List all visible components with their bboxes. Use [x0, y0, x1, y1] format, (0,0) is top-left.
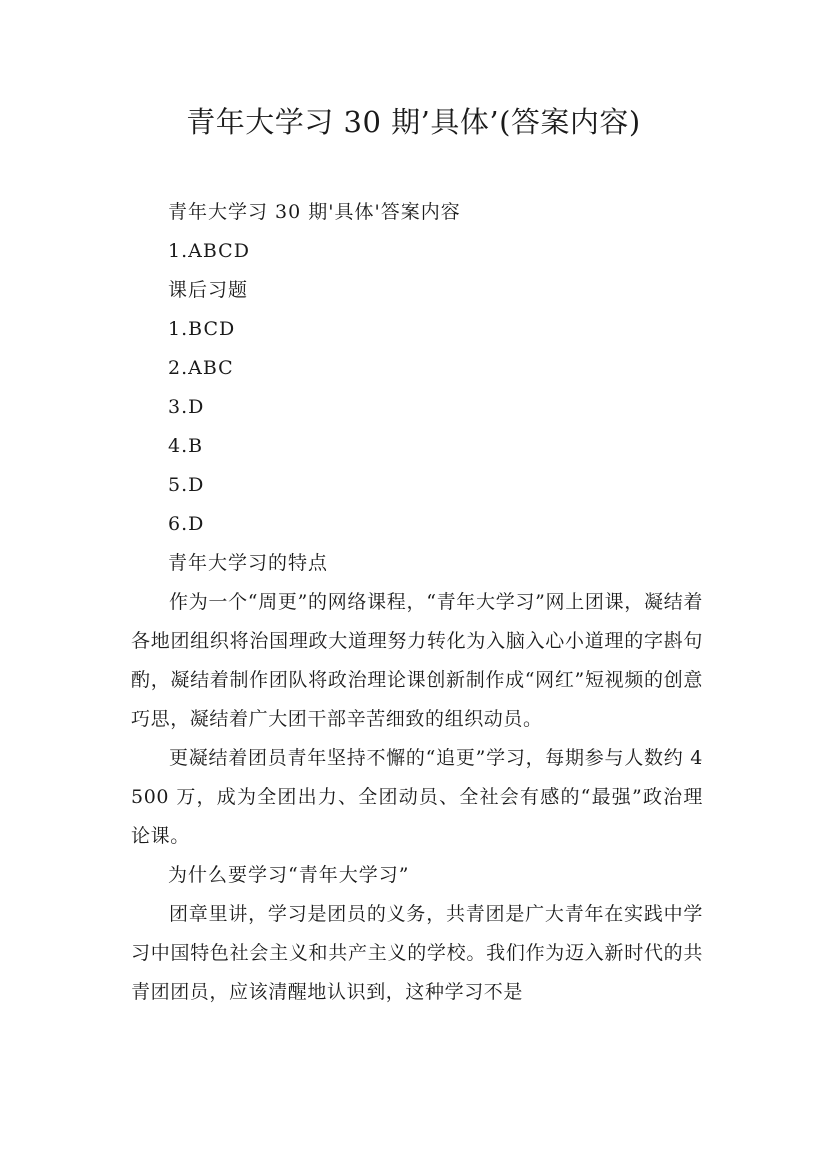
exercise-answer-1: 1.BCD: [168, 318, 236, 340]
answer-line: 1.ABCD: [168, 240, 250, 262]
why-heading: 为什么要学习“青年大学习”: [168, 864, 410, 886]
document-body: [131, 193, 703, 1012]
exercise-heading: 课后习题: [168, 279, 249, 301]
exercise-answer-6: 6.D: [168, 513, 205, 535]
exercise-answer-5: 5.D: [168, 474, 205, 496]
exercise-answer-4: 4.B: [168, 435, 204, 457]
exercise-answer-3: 3.D: [168, 396, 205, 418]
exercise-answer-2: 2.ABC: [168, 357, 234, 379]
document-title: 青年大学习 30 期’具体’(答案内容): [186, 105, 641, 139]
paragraph-2: 更凝结着团员青年坚持不懈的“追更”学习，每期参与人数约 4500 万，成为全团出力、全团动员、全社会有感的“最强”政治理论课。: [131, 747, 703, 847]
section-heading: 青年大学习 30 期'具体'答案内容: [168, 201, 461, 223]
paragraph-1: 作为一个“周更”的网络课程，“青年大学习”网上团课，凝结着各地团组织将治国理政大道理努力转化为入脑入心小道理的字斟句酌，凝结着制作团队将政治理论课创新制作成“网红”短视频的创意巧思，凝结着广大团干部辛苦细致的组织动员。: [131, 591, 703, 730]
features-heading: 青年大学习的特点: [168, 552, 329, 574]
paragraph-3: 团章里讲，学习是团员的义务，共青团是广大青年在实践中学习中国特色社会主义和共产主义的学校。我们作为迈入新时代的共青团团员，应该清醒地认识到，这种学习不是: [131, 903, 703, 1003]
